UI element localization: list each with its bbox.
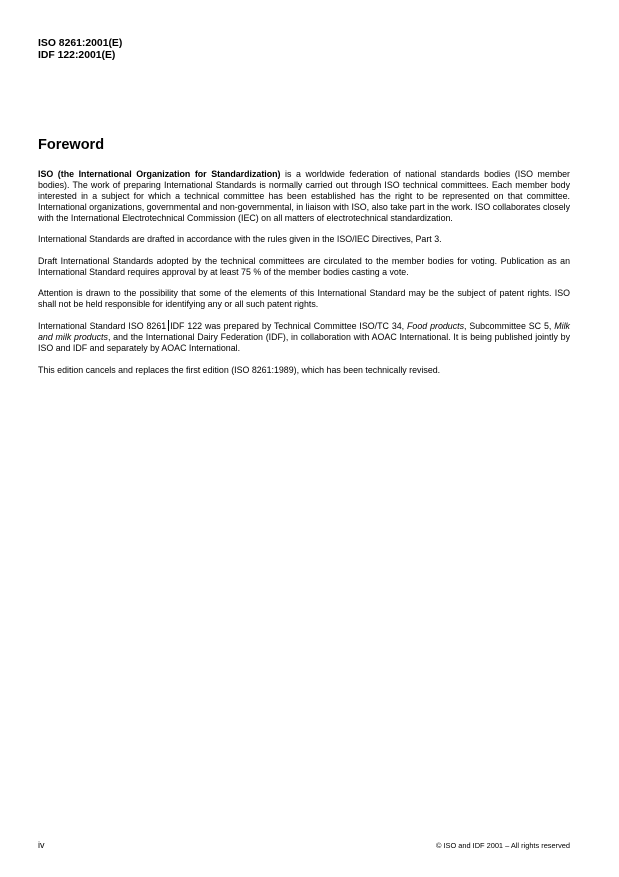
preparation-text-3: , Subcommittee SC 5, (464, 321, 555, 332)
preparation-text-4: , and the International Dairy Federation (IDF), in collaboration with AOAC International. It is being published jointly by ISO and IDF and separately by AOAC International. (38, 332, 571, 354)
foreword-body (38, 169, 570, 386)
iso-standard-number: ISO 8261:2001(E) (38, 38, 123, 49)
paragraph-voting: Draft International Standards adopted by the technical committees are circulated to the member bodies for voting. Publication as an International Standard requires approval by at least 75 % of the member bodies casting a vote. (38, 255, 570, 277)
paragraph-preparation (38, 320, 570, 354)
paragraph-iso-intro (38, 169, 570, 224)
document-header (38, 38, 122, 62)
iso-organization-name: ISO (the International Organization for Standardization) (38, 169, 281, 179)
subcommittee-name-italic: Milk and milk products (38, 321, 570, 343)
copyright-notice: © ISO and IDF 2001 – All rights reserved (435, 841, 570, 850)
paragraph-patent-notice: Attention is drawn to the possibility that some of the elements of this International Standard may be the subject of patent rights. ISO shall not be held responsible for identifying any or all such patent rights. (38, 288, 570, 309)
preparation-text-1: International Standard ISO 8261 (38, 321, 167, 332)
paragraph-edition-note: This edition cancels and replaces the first edition (ISO 8261:1989), which has been technically revised. (38, 364, 441, 375)
paragraph-drafting-rules: International Standards are drafted in accordance with the rules given in the ISO/IEC Directives, Part 3. (38, 234, 442, 245)
preparation-text-2: IDF 122 was prepared by Technical Committee ISO/TC 34, (170, 321, 408, 332)
page-title: Foreword (38, 137, 105, 153)
idf-standard-number: IDF 122:2001(E) (38, 50, 116, 61)
page-number: iv (38, 840, 45, 850)
iso-intro-text: is a worldwide federation of national standards bodies (ISO member bodies). The work of preparing International Standards is normally carried out through ISO technical committees. Each member body interested in a subject for which a technical committee has been established has the right to be represented on that committee. International organizations, governmental and non-governmental, in liaison with ISO, also take part in the work. ISO collaborates closely with the International Electrotechnical Commission (IEC) on all matters of electrotechnical standardization. (38, 169, 570, 223)
committee-name-italic: Food products (407, 321, 464, 332)
